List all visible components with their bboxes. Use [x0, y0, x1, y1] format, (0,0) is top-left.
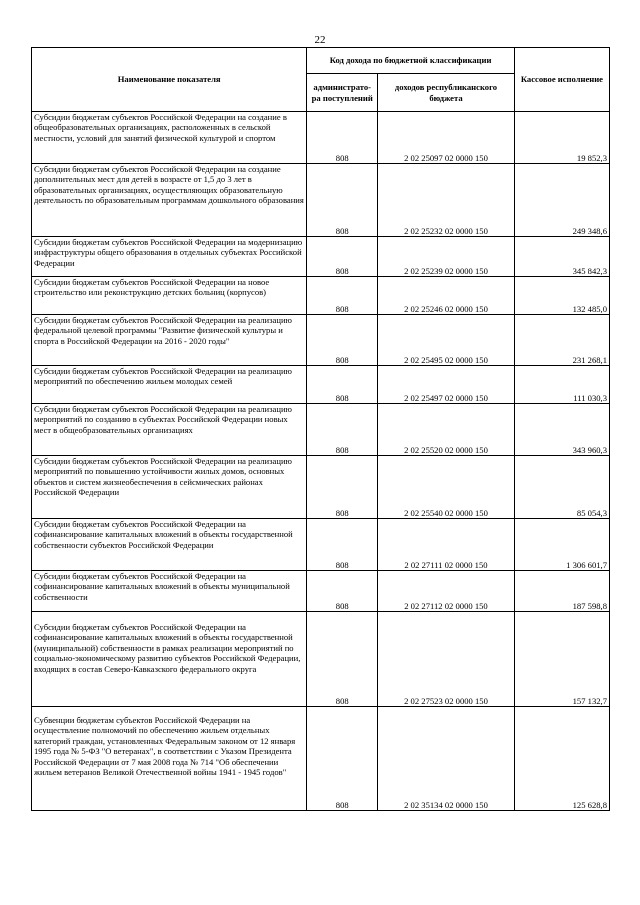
row-code: 2 02 25497 02 0000 150 [378, 366, 515, 404]
header-budget-code: доходов республиканского бюджета [378, 74, 515, 112]
table-row [32, 456, 610, 519]
row-name: Субсидии бюджетам субъектов Российской Федерации на софинансирование капитальных вложений в объекты муниципальной собственности [32, 571, 307, 612]
row-code: 2 02 25246 02 0000 150 [378, 277, 515, 315]
row-name: Субсидии бюджетам субъектов Российской Федерации на модернизацию инфраструктуры общего образования в отдельных субъектах Российской Федерации [32, 237, 307, 277]
row-code: 2 02 27523 02 0000 150 [378, 612, 515, 707]
row-admin: 808 [307, 164, 378, 237]
row-name: Субсидии бюджетам субъектов Российской Федерации на создание в общеобразовательных организациях, расположенных в сельской местности, условий для занятий физической культурой и спортом [32, 112, 307, 164]
row-amount: 111 030,3 [514, 366, 609, 404]
row-admin: 808 [307, 519, 378, 571]
row-code: 2 02 35134 02 0000 150 [378, 707, 515, 811]
row-admin: 808 [307, 277, 378, 315]
table-row [32, 277, 610, 315]
table-row [32, 366, 610, 404]
row-name: Субвенции бюджетам субъектов Российской Федерации на осуществление полномочий по обеспечению жильем отдельных категорий граждан, установленных Федеральным законом от 12 января 1995 года № 5-ФЗ "О ветеранах", в соответствии с Указом Президента Российской Федерации от 7 мая 2008 года № 714 "Об обеспечении жильем ветеранов Великой Отечественной войны 1941 - 1945 годов" [32, 707, 307, 811]
table-row [32, 112, 610, 164]
row-amount: 125 628,8 [514, 707, 609, 811]
row-admin: 808 [307, 112, 378, 164]
row-code: 2 02 27112 02 0000 150 [378, 571, 515, 612]
row-name: Субсидии бюджетам субъектов Российской Федерации на создание дополнительных мест для детей в возрасте от 1,5 до 3 лет в образовательных организациях, осуществляющих образовательную деятельность по образовательным программам дошкольного образования [32, 164, 307, 237]
row-admin: 808 [307, 404, 378, 456]
row-name: Субсидии бюджетам субъектов Российской Федерации на реализацию мероприятий по созданию в субъектах Российской Федерации новых мест в общеобразовательных организациях [32, 404, 307, 456]
budget-table [31, 47, 610, 811]
row-name: Субсидии бюджетам субъектов Российской Федерации на реализацию федеральной целевой программы "Развитие физической культуры и спорта в Российской Федерации на 2016 - 2020 годы" [32, 315, 307, 366]
row-admin: 808 [307, 612, 378, 707]
row-code: 2 02 27111 02 0000 150 [378, 519, 515, 571]
table-row [32, 237, 610, 277]
row-amount: 231 268,1 [514, 315, 609, 366]
table-row [32, 571, 610, 612]
row-amount: 249 348,6 [514, 164, 609, 237]
table-row [32, 164, 610, 237]
row-admin: 808 [307, 366, 378, 404]
header-name: Наименование показателя [32, 48, 307, 112]
table-row [32, 612, 610, 707]
table-body [32, 112, 610, 811]
row-admin: 808 [307, 571, 378, 612]
table-header [32, 48, 610, 112]
row-amount: 343 960,3 [514, 404, 609, 456]
row-amount: 85 054,3 [514, 456, 609, 519]
row-amount: 187 598,8 [514, 571, 609, 612]
row-code: 2 02 25495 02 0000 150 [378, 315, 515, 366]
row-name: Субсидии бюджетам субъектов Российской Федерации на новое строительство или реконструкцию детских больниц (корпусов) [32, 277, 307, 315]
header-admin: администрато-ра поступлений [307, 74, 378, 112]
row-name: Субсидии бюджетам субъектов Российской Федерации на реализацию мероприятий по повышению устойчивости жилых домов, основных объектов и систем жизнеобеспечения в сейсмических районах Российской Федерации [32, 456, 307, 519]
row-amount: 345 842,3 [514, 237, 609, 277]
header-code-group: Код дохода по бюджетной классификации [307, 48, 515, 74]
table-row [32, 315, 610, 366]
row-admin: 808 [307, 315, 378, 366]
row-name: Субсидии бюджетам субъектов Российской Федерации на софинансирование капитальных вложений в объекты государственной собственности субъектов Российской Федерации [32, 519, 307, 571]
row-amount: 157 132,7 [514, 612, 609, 707]
table-row [32, 519, 610, 571]
row-code: 2 02 25232 02 0000 150 [378, 164, 515, 237]
row-amount: 1 306 601,7 [514, 519, 609, 571]
row-code: 2 02 25520 02 0000 150 [378, 404, 515, 456]
row-code: 2 02 25239 02 0000 150 [378, 237, 515, 277]
table-row [32, 707, 610, 811]
table-row [32, 404, 610, 456]
header-execution: Кассовое исполнение [514, 48, 609, 112]
row-amount: 132 485,0 [514, 277, 609, 315]
row-amount: 19 852,3 [514, 112, 609, 164]
row-code: 2 02 25097 02 0000 150 [378, 112, 515, 164]
row-name: Субсидии бюджетам субъектов Российской Федерации на софинансирование капитальных вложений в объекты государственной (муниципальной) собственности в рамках реализации мероприятий по социально-экономическому развитию субъектов Российской Федерации, входящих в состав Северо-Кавказского федерального округа [32, 612, 307, 707]
row-code: 2 02 25540 02 0000 150 [378, 456, 515, 519]
row-admin: 808 [307, 456, 378, 519]
row-name: Субсидии бюджетам субъектов Российской Федерации на реализацию мероприятий по обеспечению жильем молодых семей [32, 366, 307, 404]
row-admin: 808 [307, 707, 378, 811]
page-number: 22 [314, 34, 326, 46]
row-admin: 808 [307, 237, 378, 277]
